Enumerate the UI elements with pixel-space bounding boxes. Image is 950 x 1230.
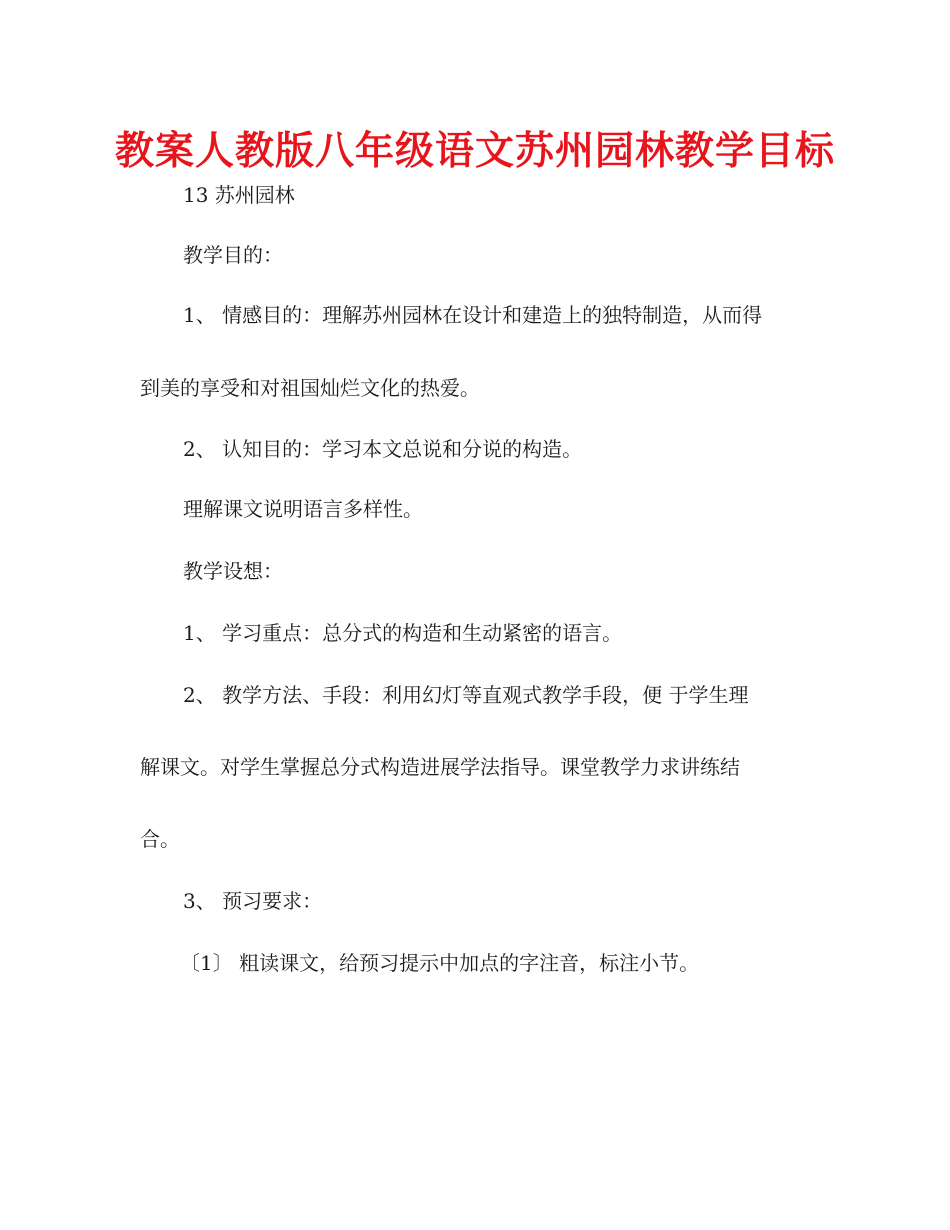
paragraph-line: 1、 情感目的：理解苏州园林在设计和建造上的独特制造，从而得 — [183, 303, 763, 327]
paragraph-line: 解课文。对学生掌握总分式构造进展学法指导。课堂教学力求讲练结 — [140, 755, 740, 779]
section-heading-teaching-goals: 教学目的： — [183, 243, 283, 267]
paragraph-line: 2、 教学方法、手段：利用幻灯等直观式教学手段，便 于学生理 — [183, 683, 749, 707]
lesson-heading: 13 苏州园林 — [183, 183, 295, 207]
paragraph-line: 〔1〕 粗读课文，给预习提示中加点的字注音，标注小节。 — [180, 951, 700, 975]
paragraph-line: 1、 学习重点：总分式的构造和生动紧密的语言。 — [183, 621, 623, 645]
paragraph-line: 2、 认知目的：学习本文总说和分说的构造。 — [183, 437, 583, 461]
section-heading-teaching-plan: 教学设想： — [183, 559, 283, 583]
paragraph-line: 理解课文说明语言多样性。 — [183, 497, 423, 521]
paragraph-line: 合。 — [140, 827, 180, 851]
document-title: 教案人教版八年级语文苏州园林教学目标 — [114, 129, 835, 174]
paragraph-line: 3、 预习要求： — [183, 889, 323, 913]
paragraph-line: 到美的享受和对祖国灿烂文化的热爱。 — [140, 376, 480, 400]
